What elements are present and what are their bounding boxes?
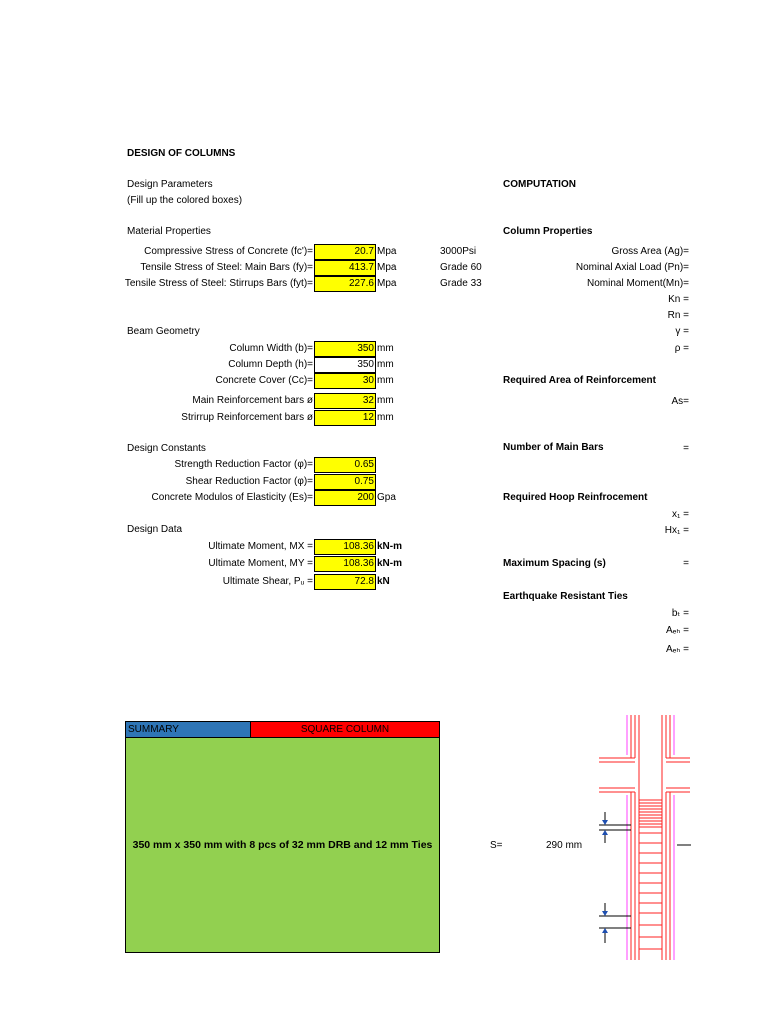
input-label: Concrete Cover (Cc)= — [215, 375, 313, 386]
steel-grade: Grade 60 — [440, 262, 482, 273]
input-value-cell[interactable]: 200 — [314, 490, 376, 506]
num-bars-heading: Number of Main Bars — [503, 442, 604, 453]
input-value-cell[interactable]: 32 — [314, 393, 376, 409]
input-label: Strirrup Reinforcement bars ø — [181, 412, 313, 423]
input-unit: mm — [377, 375, 394, 386]
hoop-heading: Required Hoop Reinfrocement — [503, 492, 648, 503]
computation-label: x₁ = — [672, 509, 689, 520]
input-unit: kN — [377, 576, 390, 587]
input-unit: Gpa — [377, 492, 396, 503]
summary-text: 350 mm x 350 mm with 8 pcs of 32 mm DRB and 12 mm Ties — [132, 839, 433, 851]
input-value-cell[interactable]: 12 — [314, 410, 376, 426]
as-label: As= — [671, 396, 689, 407]
input-value-cell[interactable]: 350 — [314, 341, 376, 357]
input-unit: mm — [377, 359, 394, 370]
main-bars — [639, 715, 662, 960]
input-unit: Mpa — [377, 278, 397, 289]
spacing-label: S= — [490, 840, 503, 851]
input-unit: kN-m — [377, 541, 403, 552]
input-unit: kN-m — [377, 558, 403, 569]
input-value-cell[interactable]: 0.65 — [314, 457, 376, 473]
input-label: Column Depth (h)= — [228, 359, 313, 370]
input-label: Column Width (b)= — [229, 343, 313, 354]
steel-grade: 3000Psi — [440, 246, 477, 257]
computation-label: Nominal Moment(Mn)= — [587, 278, 689, 289]
input-label: Ultimate Moment, MY = — [208, 558, 313, 569]
design-parameters-heading: Design Parameters — [127, 179, 213, 190]
geometry-heading: Beam Geometry — [127, 326, 200, 337]
input-unit: mm — [377, 395, 394, 406]
column-tie-drawing — [595, 715, 695, 960]
input-unit: mm — [377, 343, 394, 354]
input-label: Compressive Stress of Concrete (fc')= — [144, 246, 313, 257]
computation-heading: COMPUTATION — [503, 179, 576, 190]
spacing-dimension — [599, 812, 691, 943]
computation-label: Hx₁ = — [664, 525, 689, 536]
input-value-cell[interactable]: 413.7 — [314, 260, 376, 276]
input-unit: mm — [377, 412, 394, 423]
input-label: Shear Reduction Factor (φ)= — [185, 476, 313, 487]
computation-label: ρ = — [674, 343, 689, 354]
computation-label: Rn = — [667, 310, 689, 321]
input-label: Concrete Modulos of Elasticity (Es)= — [151, 492, 313, 503]
input-value-cell[interactable]: 227.6 — [314, 276, 376, 292]
computation-label: Aₑₕ = — [665, 644, 689, 655]
summary-label: SUMMARY — [125, 721, 251, 738]
max-spacing-heading: Maximum Spacing (s) — [503, 558, 606, 569]
input-label: Tensile Stress of Steel: Stirrups Bars (fyt)= — [124, 278, 313, 289]
summary-type: SQUARE COLUMN — [250, 721, 440, 738]
computation-label: bₜ = — [671, 608, 689, 619]
input-unit: Mpa — [377, 262, 397, 273]
column-properties-heading: Column Properties — [503, 226, 593, 237]
input-label: Tensile Stress of Steel: Main Bars (fy)= — [140, 262, 313, 273]
input-label: Ultimate Moment, MX = — [208, 541, 313, 552]
input-value-cell[interactable]: 72.8 — [314, 574, 376, 590]
input-unit: Mpa — [377, 246, 397, 257]
input-value-cell[interactable]: 30 — [314, 373, 376, 389]
input-label: Strength Reduction Factor (φ)= — [174, 459, 313, 470]
spacing-value: 290 mm — [546, 840, 583, 851]
material-heading: Material Properties — [127, 226, 211, 237]
summary-box — [125, 737, 440, 953]
computation-label: Kn = — [668, 294, 689, 305]
column-pink-edges — [627, 715, 674, 960]
input-value-cell[interactable]: 0.75 — [314, 474, 376, 490]
ties — [639, 800, 662, 949]
input-value-cell[interactable]: 20.7 — [314, 244, 376, 260]
design-parameters-note: (Fill up the colored boxes) — [127, 195, 243, 206]
computation-label: Nominal Axial Load (Pn)= — [575, 262, 689, 273]
computation-label: Aₑₕ = — [665, 625, 689, 636]
input-value-cell[interactable]: 108.36 — [314, 556, 376, 572]
input-label: Main Reinforcement bars ø — [192, 395, 313, 406]
num-bars-eq: = — [683, 443, 689, 454]
constants-heading: Design Constants — [127, 443, 206, 454]
computation-label: Gross Area (Ag)= — [611, 246, 689, 257]
input-value-cell[interactable]: 350 — [314, 357, 376, 373]
input-label: Ultimate Shear, Pᵤ = — [222, 576, 313, 587]
steel-grade: Grade 33 — [440, 278, 482, 289]
column-outline — [599, 715, 690, 960]
page-title: DESIGN OF COLUMNS — [127, 148, 236, 159]
design-data-heading: Design Data — [127, 524, 183, 535]
req-area-heading: Required Area of Reinforcement — [503, 375, 656, 386]
computation-label: γ = — [675, 326, 689, 337]
eq-ties-heading: Earthquake Resistant Ties — [503, 591, 628, 602]
max-spacing-eq: = — [683, 558, 689, 569]
input-value-cell[interactable]: 108.36 — [314, 539, 376, 555]
